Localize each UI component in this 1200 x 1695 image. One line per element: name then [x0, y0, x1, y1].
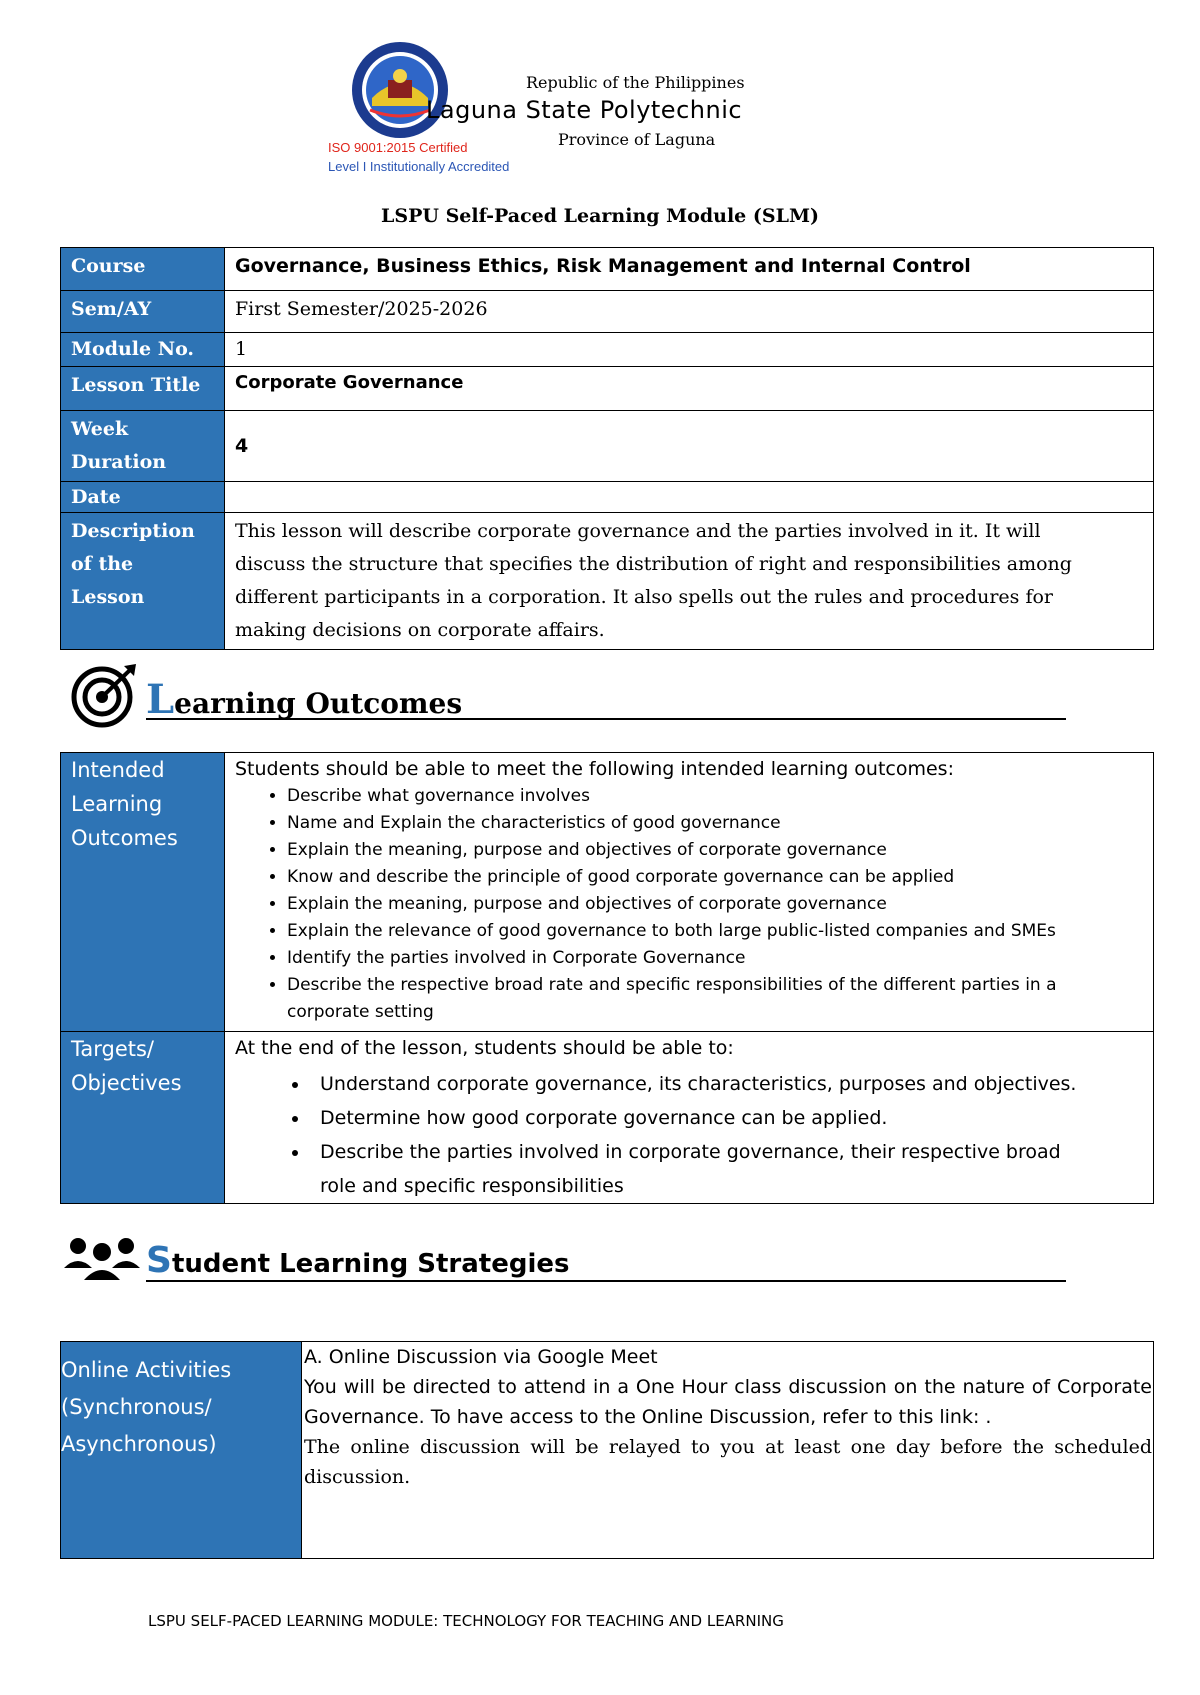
- ilo-content: [225, 753, 1154, 1032]
- week-label-line2: Duration: [71, 451, 167, 473]
- lesson-title-value: Corporate Governance: [225, 367, 1154, 411]
- targets-label-line1: Targets/: [71, 1037, 154, 1061]
- week-label-line1: Week: [71, 418, 129, 440]
- ilo-list: [235, 783, 1143, 1026]
- ilo-intro: Students should be able to meet the following intended learning outcomes:: [235, 758, 954, 780]
- learning-outcomes-underline: [146, 718, 1066, 720]
- strategies-table: [60, 1341, 1154, 1559]
- desc-label-line2: of the: [71, 553, 134, 575]
- list-item: • Know and describe the principle of good corporate governance can be applied: [287, 864, 1143, 891]
- online-activities-label: [61, 1342, 302, 1559]
- desc-line: making decisions on corporate affairs.: [235, 619, 605, 641]
- ilo-label-line3: Outcomes: [71, 826, 178, 850]
- list-item: • Determine how good corporate governance can be applied.: [310, 1101, 1083, 1135]
- list-item: • Describe the respective broad rate and specific responsibilities of the different parties in a corporate setting: [287, 972, 1143, 1026]
- ilo-label-line2: Learning: [71, 792, 163, 816]
- online-discussion-para1: You will be directed to attend in a One Hour class discussion on the nature of Corporate Governance. To have access to the Online Discussion, refer to this link: .: [304, 1376, 1152, 1428]
- week-duration-label: [61, 411, 225, 482]
- target-icon: [70, 662, 140, 728]
- lesson-title-label: Lesson Title: [61, 367, 225, 411]
- desc-label-line1: Description: [71, 520, 195, 542]
- list-item: • Explain the relevance of good governance to both large public-listed companies and SMEs: [287, 918, 1143, 945]
- description-label: [61, 513, 225, 650]
- province-text: Province of Laguna: [558, 130, 716, 149]
- accreditation-text: Level I Institutionally Accredited: [328, 159, 510, 174]
- desc-line: discuss the structure that specifies the distribution of right and responsibilities among: [235, 553, 1072, 575]
- module-no-label: Module No.: [61, 333, 225, 367]
- republic-text: Republic of the Philippines: [526, 73, 745, 92]
- course-value: Governance, Business Ethics, Risk Management and Internal Control: [225, 248, 1154, 291]
- learning-outcomes-table: [60, 752, 1154, 1204]
- sem-value: First Semester/2025-2026: [225, 291, 1154, 333]
- date-label: Date: [61, 482, 225, 513]
- week-duration-value: 4: [225, 411, 1154, 482]
- university-name: Laguna State Polytechnic: [426, 96, 743, 124]
- learning-outcomes-rest: earning Outcomes: [174, 687, 463, 720]
- targets-list: [235, 1067, 1143, 1203]
- learning-outcomes-initial: L: [146, 676, 175, 723]
- desc-line: different participants in a corporation. It also spells out the rules and procedures for: [235, 586, 1053, 608]
- list-item: • Understand corporate governance, its characteristics, purposes and objectives.: [310, 1067, 1083, 1101]
- module-no-value: 1: [225, 333, 1154, 367]
- iso-certification: ISO 9001:2015 Certified: [328, 140, 468, 155]
- learning-outcomes-title: [146, 676, 462, 723]
- online-discussion-heading: A. Online Discussion via Google Meet: [304, 1346, 658, 1368]
- list-item: • Name and Explain the characteristics of good governance: [287, 810, 1143, 837]
- description-value: [225, 513, 1154, 650]
- date-value[interactable]: [225, 482, 1154, 513]
- module-info-table: [60, 247, 1154, 650]
- desc-line: This lesson will describe corporate governance and the parties involved in it. It will: [235, 520, 1041, 542]
- module-title: LSPU Self-Paced Learning Module (SLM): [381, 205, 819, 227]
- list-item: • Identify the parties involved in Corporate Governance: [287, 945, 1143, 972]
- ilo-label: [61, 753, 225, 1032]
- targets-intro: At the end of the lesson, students should be able to:: [235, 1037, 734, 1059]
- sem-label: Sem/AY: [61, 291, 225, 333]
- online-label-line1: Online Activities: [61, 1358, 232, 1382]
- group-icon: [62, 1232, 142, 1282]
- list-item: • Describe what governance involves: [287, 783, 1143, 810]
- page-footer: LSPU SELF-PACED LEARNING MODULE: TECHNOLOGY FOR TEACHING AND LEARNING: [148, 1612, 784, 1630]
- online-label-line3: Asynchronous): [61, 1432, 217, 1456]
- desc-label-line3: Lesson: [71, 586, 145, 608]
- strategies-underline: [146, 1280, 1066, 1282]
- strategies-initial: S: [146, 1240, 172, 1281]
- online-label-line2: (Synchronous/: [61, 1395, 212, 1419]
- online-discussion-para2: The online discussion will be relayed to you at least one day before the scheduled discussion.: [304, 1436, 1152, 1488]
- list-item: • Explain the meaning, purpose and objectives of corporate governance: [287, 837, 1143, 864]
- university-seal-logo: [350, 40, 450, 140]
- online-activities-content: [302, 1342, 1154, 1559]
- strategies-rest: tudent Learning Strategies: [171, 1249, 570, 1279]
- list-item: • Explain the meaning, purpose and objectives of corporate governance: [287, 891, 1143, 918]
- targets-content: [225, 1032, 1154, 1204]
- targets-label: [61, 1032, 225, 1204]
- targets-label-line2: Objectives: [71, 1071, 182, 1095]
- strategies-title: [146, 1240, 570, 1281]
- course-label: Course: [61, 248, 225, 291]
- ilo-label-line1: Intended: [71, 758, 165, 782]
- list-item: • Describe the parties involved in corporate governance, their respective broad role and specific responsibilities: [310, 1135, 1083, 1203]
